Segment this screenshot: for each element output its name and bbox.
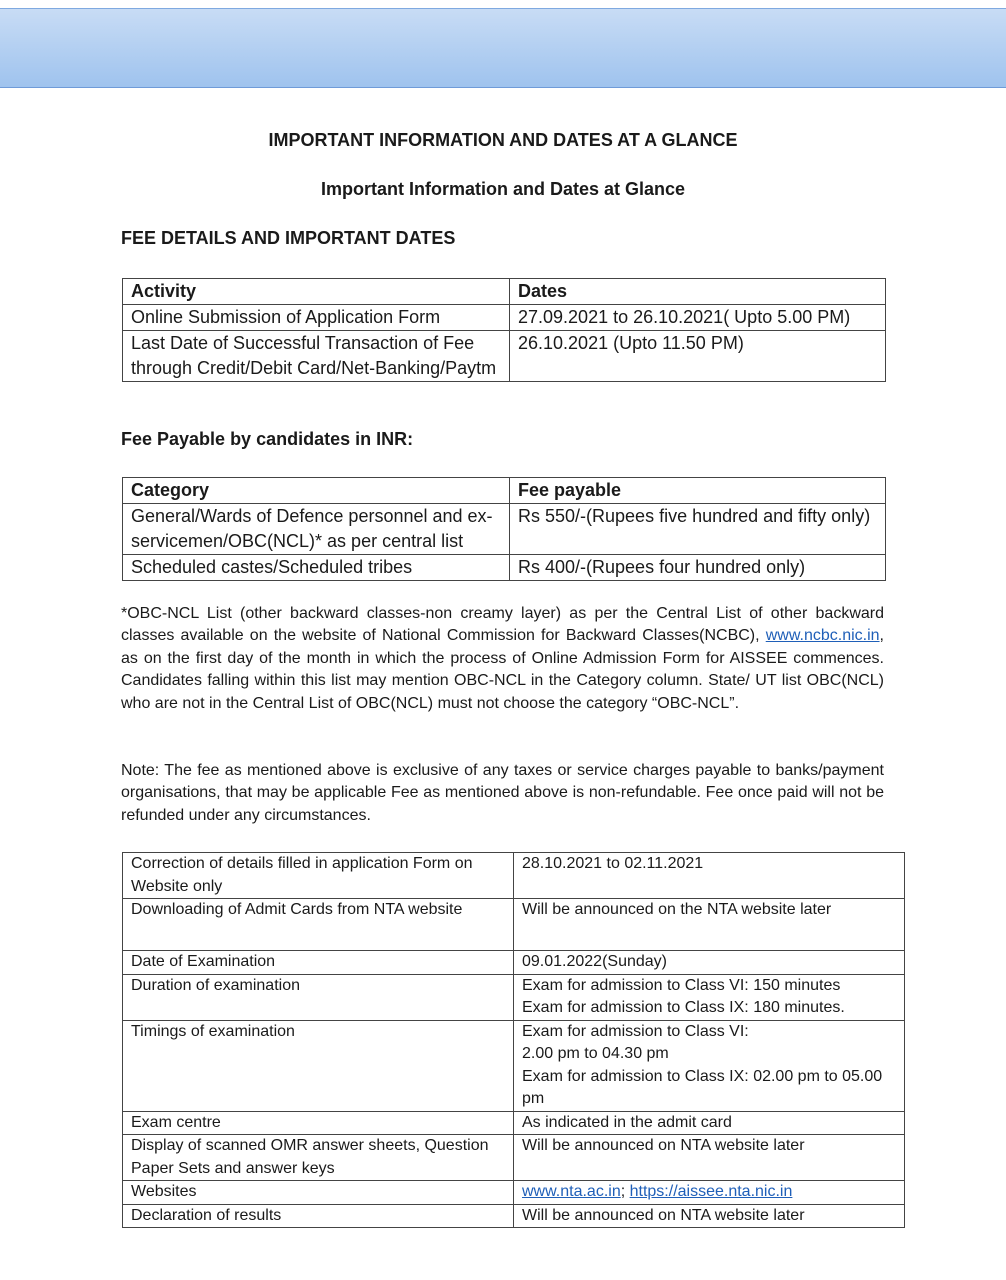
value-cell [514, 1020, 905, 1111]
activity-cell: Last Date of Successful Transaction of Fee through Credit/Debit Card/Net-Banking/Paytm [123, 331, 510, 382]
fee-heading: Fee Payable by candidates in INR: [121, 429, 414, 449]
category-cell: Scheduled castes/Scheduled tribes [123, 555, 510, 581]
value-cell: As indicated in the admit card [514, 1111, 905, 1135]
aissee-website-link[interactable]: https://aissee.nta.nic.in [629, 1183, 793, 1200]
obc-note-text: *OBC-NCL List (other backward classes-non creamy layer) as per the Central List of other backward classes available on the website of National Commission for Backward Classes(NCBC), [121, 605, 884, 645]
table-row [123, 951, 905, 975]
duration-class-vi: Exam for admission to Class VI: 150 minutes [522, 976, 841, 994]
dates-table [122, 278, 886, 382]
header-banner [0, 8, 1006, 88]
table-row [123, 1020, 905, 1111]
table-header-row [123, 478, 886, 504]
value-cell: Will be announced on NTA website later [514, 1135, 905, 1181]
table-row [123, 1181, 905, 1205]
label-cell: Date of Examination [123, 951, 514, 975]
value-cell: 09.01.2022(Sunday) [514, 951, 905, 975]
page-subtitle: Important Information and Dates at Glance [320, 179, 686, 199]
header-dates: Dates [510, 279, 886, 305]
table-row [123, 1204, 905, 1228]
value-cell [514, 1181, 905, 1205]
page-title: IMPORTANT INFORMATION AND DATES AT A GLANCE [268, 130, 738, 150]
timing-class-vi: 2.00 pm to 04.30 pm [522, 1045, 669, 1062]
table-row [123, 331, 886, 382]
label-cell: Downloading of Admit Cards from NTA website [123, 899, 514, 951]
label-cell: Correction of details filled in application Form on Website only [123, 853, 514, 899]
link-separator: ; [620, 1183, 630, 1200]
value-cell: Will be announced on NTA website later [514, 1204, 905, 1228]
fee-cell: Rs 550/-(Rupees five hundred and fifty only) [510, 504, 886, 555]
timing-class-ix: Exam for admission to Class IX: 02.00 pm to 05.00 pm [522, 1067, 883, 1107]
schedule-table [122, 852, 905, 1228]
timing-class-vi-label: Exam for admission to Class VI: [522, 1022, 749, 1040]
header-fee-payable: Fee payable [510, 478, 886, 504]
nta-website-link[interactable]: www.nta.ac.in [522, 1183, 621, 1200]
ncbc-link[interactable]: www.ncbc.nic.in [765, 627, 880, 645]
label-cell: Exam centre [123, 1111, 514, 1135]
value-cell [514, 974, 905, 1020]
table-row [123, 305, 886, 331]
label-cell: Duration of examination [123, 974, 514, 1020]
table-row [123, 1135, 905, 1181]
header-activity: Activity [123, 279, 510, 305]
dates-cell: 27.09.2021 to 26.10.2021( Upto 5.00 PM) [510, 305, 886, 331]
value-cell: 28.10.2021 to 02.11.2021 [514, 853, 905, 899]
table-row [123, 853, 905, 899]
label-cell: Timings of examination [123, 1020, 514, 1111]
table-row [123, 899, 905, 951]
table-header-row [123, 279, 886, 305]
label-cell: Display of scanned OMR answer sheets, Question Paper Sets and answer keys [123, 1135, 514, 1181]
table-row [123, 555, 886, 581]
table-row [123, 1111, 905, 1135]
obc-note-text-continued: , as on the first day of the month in which the process of Online Admission Form for AISSEE commences. Candidates falling within this list may mention OBC-NCL in the Category column. State/ UT list OBC(NCL) who are not in the Central List of OBC(NCL) must not choose the category “OBC-NCL”. [121, 627, 884, 712]
obc-ncl-note [121, 603, 884, 715]
fee-refund-note: Note: The fee as mentioned above is exclusive of any taxes or service charges payable to banks/payment organisations, that may be applicable Fee as mentioned above is non-refundable. Fee once paid will not be refunded under any circumstances. [121, 762, 884, 824]
category-cell: General/Wards of Defence personnel and ex-servicemen/OBC(NCL)* as per central list [123, 504, 510, 555]
section-heading-fee-dates: FEE DETAILS AND IMPORTANT DATES [121, 228, 456, 248]
activity-cell: Online Submission of Application Form [123, 305, 510, 331]
duration-class-ix: Exam for admission to Class IX: 180 minutes. [522, 999, 845, 1016]
table-row [123, 504, 886, 555]
fee-table [122, 477, 886, 581]
fee-cell: Rs 400/-(Rupees four hundred only) [510, 555, 886, 581]
dates-cell: 26.10.2021 (Upto 11.50 PM) [510, 331, 886, 382]
label-cell: Websites [123, 1181, 514, 1205]
value-cell: Will be announced on the NTA website later [514, 899, 905, 951]
header-category: Category [123, 478, 510, 504]
table-row [123, 974, 905, 1020]
label-cell: Declaration of results [123, 1204, 514, 1228]
